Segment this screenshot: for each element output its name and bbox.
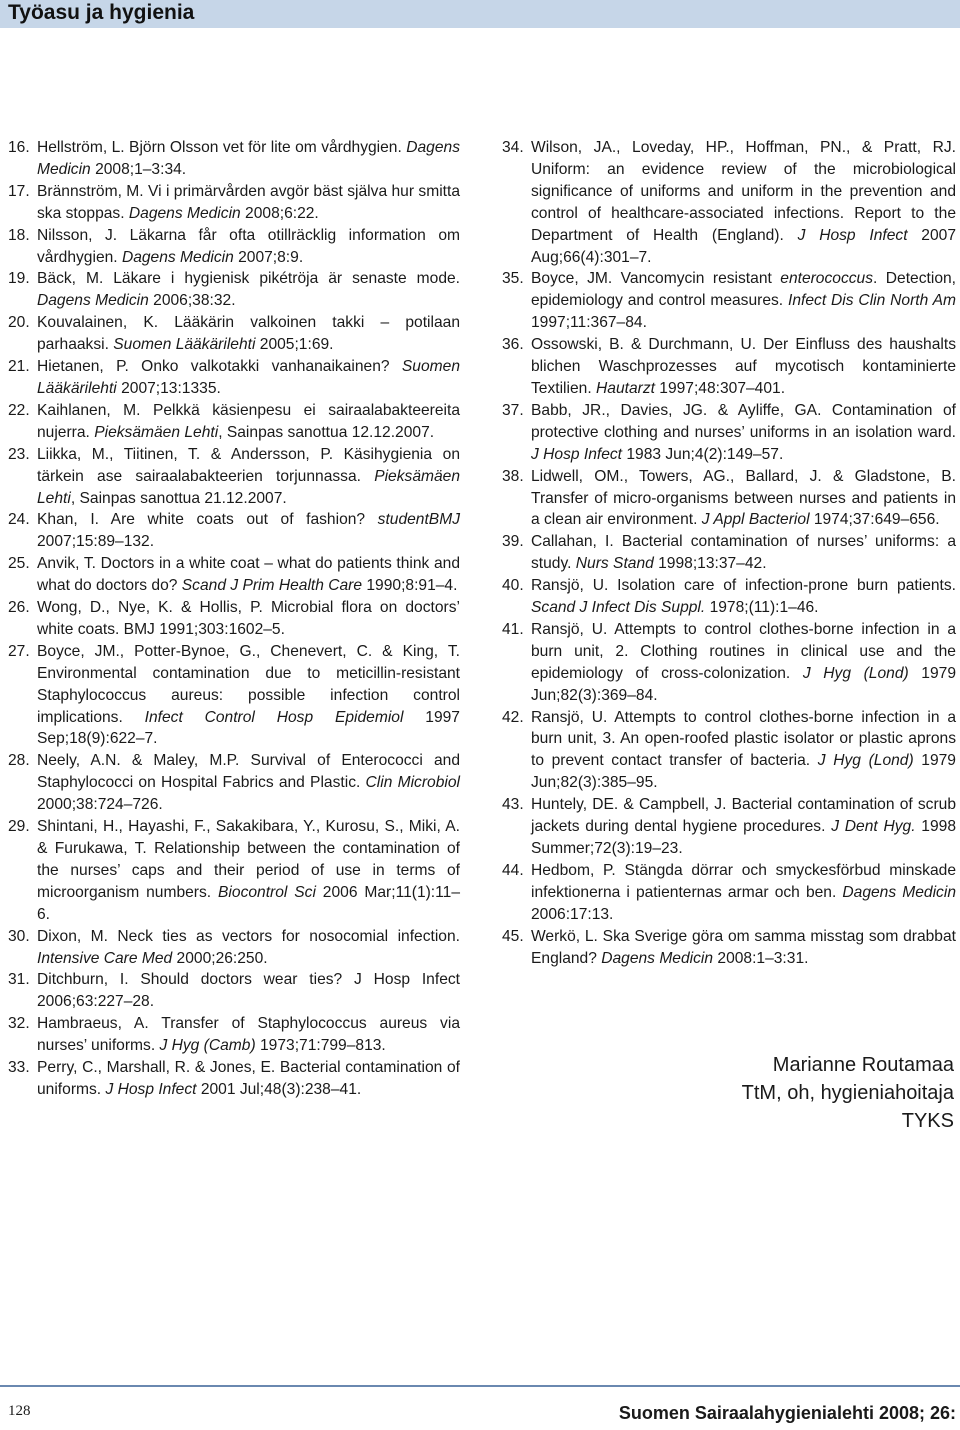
reference-text: 1974;37:649–656. [809, 511, 940, 529]
reference-text: 2008:1–3:31. [713, 949, 809, 967]
reference-text: Liikka, M., Tiitinen, T. & Andersson, P. Käsihygienia on tärkein ase sairaalabakteerien torjunnassa. [37, 445, 460, 485]
reference-source: Infect Control Hosp Epidemiol [144, 708, 404, 726]
reference-text: Wong, D., Nye, K. & Hollis, P. Microbial flora on doctors’ white coats. BMJ 1991;303:1602–5. [37, 599, 460, 638]
author-name: Marianne Routamaa [772, 1054, 954, 1076]
reference-source: J Hyg (Lond) [817, 752, 914, 770]
reference-text: 1979 Jun;82(3):385–95. [531, 752, 956, 792]
reference-text: 2005;1:69. [255, 336, 334, 354]
reference-source: Dagens Medicin [121, 248, 234, 266]
reference-source: Nurs Stand [575, 555, 654, 573]
reference-source: J Hosp Infect [105, 1080, 197, 1098]
reference-item [8, 926, 460, 970]
reference-item [8, 356, 460, 400]
reference-number: 32. [8, 1015, 30, 1033]
reference-text: Hellström, L. Björn Olsson vet för lite om vårdhygien. [37, 139, 407, 156]
reference-text: Boyce, JM. Vancomycin resistant [531, 270, 781, 288]
reference-text: , Sainpas sanottua 12.12.2007. [218, 423, 435, 441]
references-right-column [502, 137, 956, 969]
reference-number: 30. [8, 927, 30, 945]
reference-text: Perry, C., Marshall, R. & Jones, E. Bacterial contamination of uniforms. [37, 1059, 460, 1098]
reference-text: Boyce, JM., Potter-Bynoe, G., Chenevert, C. & King, T. Environmental contamination due to meticillin-resistant Staphylococcus aureus: possible infection control implications. [37, 642, 460, 726]
reference-item [8, 444, 460, 510]
reference-source: Suomen Lääkärilehti [113, 336, 256, 354]
reference-item [502, 860, 956, 926]
reference-number: 44. [502, 861, 524, 879]
reference-source: Dagens Medicin [601, 949, 714, 967]
reference-text: Bäck, M. Läkare i hygienisk pikétröja är senaste mode. [37, 270, 460, 288]
reference-item [502, 794, 956, 860]
reference-item [8, 400, 460, 444]
reference-number: 40. [502, 577, 524, 595]
reference-item [502, 334, 956, 400]
reference-text: Hedbom, P. Stängda dörrar och smyckesförbud minskade infektionerna i patienternas armar och ben. [531, 861, 956, 901]
reference-source: Infect Dis Clin North Am [788, 292, 956, 310]
reference-text: 1997 Sep;18(9):622–7. [37, 708, 460, 748]
reference-item [8, 268, 460, 312]
reference-text: Callahan, I. Bacterial contamination of nurses’ uniforms: a study. [531, 533, 956, 573]
reference-text: Lidwell, OM., Towers, AG., Ballard, J. & Gladstone, B. Transfer of micro-organisms between nurses and patients in a clean air environment. [531, 467, 956, 529]
reference-text: Khan, I. Are white coats out of fashion? [37, 511, 378, 529]
reference-text: Dixon, M. Neck ties as vectors for nosocomial infection. [37, 927, 460, 945]
reference-text: 2000;38:724–726. [37, 796, 163, 814]
reference-number: 34. [502, 139, 524, 156]
reference-source: Dagens Medicin [37, 292, 149, 310]
reference-item [8, 553, 460, 597]
reference-text: 2006:17:13. [531, 905, 614, 923]
reference-text: 2000;26:250. [172, 949, 268, 967]
reference-text: 1990;8:91–4. [362, 577, 458, 595]
reference-text: Hambraeus, A. Transfer of Staphylococcus aureus via nurses’ uniforms. [37, 1015, 460, 1055]
reference-text: , Sainpas sanottua 21.12.2007. [70, 489, 287, 507]
reference-source: Pieksämäen Lehti [37, 467, 460, 507]
reference-source: Pieksämäen Lehti [94, 423, 219, 441]
reference-item [502, 619, 956, 707]
reference-source: Dagens Medicin [842, 883, 956, 901]
reference-text: . Detection, epidemiology and control measures. [531, 270, 956, 310]
reference-number: 23. [8, 445, 30, 463]
reference-number: 42. [502, 708, 524, 726]
reference-number: 43. [502, 796, 524, 814]
reference-text: 1973;71:799–813. [255, 1037, 386, 1055]
reference-item [8, 969, 460, 1013]
reference-text: Kouvalainen, K. Lääkärin valkoinen takki – potilaan parhaaksi. [37, 314, 460, 354]
reference-text: 1997;48:307–401. [654, 379, 786, 397]
references-left-column [8, 137, 460, 1101]
reference-text: Ransjö, U. Attempts to control clothes-borne infection in a burn unit, 3. An open-roofed plastic isolator or plastic aprons to prevent contact transfer of bacteria. [531, 708, 956, 770]
reference-text: Werkö, L. Ska Sverige göra om samma misstag som drabbat England? [531, 927, 956, 967]
author-title: TtM, oh, hygieniahoitaja [741, 1082, 954, 1104]
reference-text: Hietanen, P. Onko valkotakki vanhanaikainen? [37, 358, 402, 376]
reference-text: 1978;(11):1–46. [705, 599, 819, 617]
reference-text: Neely, A.N. & Maley, M.P. Survival of Enterococci and Staphylococci on Hospital Fabrics and Plastic. [37, 752, 460, 792]
journal-name: Suomen Sairaalahygienialehti 2008; 26: [618, 1403, 956, 1423]
author-affiliation: TYKS [901, 1110, 954, 1132]
reference-text: 2006;38:32. [148, 292, 236, 310]
reference-text: 2007;13:1335. [116, 379, 221, 397]
reference-number: 28. [8, 752, 30, 770]
reference-number: 33. [8, 1059, 30, 1077]
reference-text: Shintani, H., Hayashi, F., Sakakibara, Y., Kurosu, S., Miki, A. & Furukawa, T. Relationship between the contamination of the nurses’ caps and their period of use in terms of microorganism numbers. [37, 818, 460, 901]
reference-item [8, 597, 460, 641]
reference-item [502, 466, 956, 532]
reference-number: 38. [502, 467, 524, 485]
reference-text: Anvik, T. Doctors in a white coat – what do patients think and what do doctors do? [37, 555, 460, 595]
page-number: 128 [8, 1403, 31, 1419]
reference-source: studentBMJ [377, 511, 460, 529]
reference-item [8, 181, 460, 225]
reference-text: Babb, JR., Davies, JG. & Ayliffe, GA. Contamination of protective clothing and nurses’ uniforms in an isolation ward. [531, 401, 956, 441]
reference-source: J Dent Hyg. [831, 818, 916, 836]
reference-source: J Hosp Infect [531, 445, 623, 463]
reference-text: 2008;1–3:34. [90, 160, 187, 178]
reference-text: Ransjö, U. Isolation care of infection-prone burn patients. [531, 577, 956, 595]
reference-number: 20. [8, 314, 30, 332]
reference-item [8, 750, 460, 816]
reference-number: 45. [502, 927, 524, 945]
reference-number: 17. [8, 182, 30, 200]
reference-source: J Appl Bacteriol [701, 511, 810, 529]
reference-item [502, 400, 956, 466]
reference-item [8, 137, 460, 181]
reference-number: 25. [8, 555, 30, 573]
reference-number: 37. [502, 401, 524, 419]
reference-text: 2007;15:89–132. [37, 533, 155, 551]
reference-item [502, 531, 956, 575]
reference-text: Brännström, M. Vi i primärvården avgör bäst själva hur smitta ska stoppas. [37, 182, 460, 222]
reference-source: enterococcus [780, 270, 874, 288]
reference-text: 2006 Mar;11(1):11–6. [37, 883, 461, 923]
footer-rule [0, 1385, 960, 1387]
reference-number: 26. [8, 599, 30, 617]
reference-item [8, 816, 460, 926]
reference-text: 1983 Jun;4(2):149–57. [622, 445, 784, 463]
reference-item [8, 225, 460, 269]
page-title: Työasu ja hygienia [8, 1, 195, 24]
reference-number: 21. [8, 358, 30, 376]
reference-source: Clin Microbiol [365, 774, 460, 792]
reference-item [8, 1057, 460, 1101]
reference-number: 22. [8, 401, 30, 419]
reference-source: Scand J Prim Health Care [181, 577, 363, 595]
reference-text: 1997;11:367–84. [531, 314, 647, 332]
reference-source: Suomen Lääkärilehti [37, 358, 460, 397]
reference-text: Huntely, DE. & Campbell, J. Bacterial contamination of scrub jackets during dental hygiene procedures. [531, 796, 956, 836]
reference-item [8, 509, 460, 553]
header-bar [0, 0, 960, 28]
author-signature [742, 1051, 954, 1135]
reference-text: Nilsson, J. Läkarna får ofta otillräcklig information om vårdhygien. [37, 226, 460, 266]
reference-text: Ransjö, U. Attempts to control clothes-borne infection in a burn unit, 2. Clothing routines in clinical use and the epidemiology of cross-colonization. [531, 620, 956, 682]
reference-number: 27. [8, 642, 30, 660]
reference-text: 2007 Aug;66(4):301–7. [531, 226, 957, 266]
reference-text: 1998 Summer;72(3):19–23. [531, 818, 956, 857]
reference-text: 2001 Jul;48(3):238–41. [196, 1080, 362, 1098]
reference-number: 18. [8, 226, 30, 244]
reference-source: Scand J Infect Dis Suppl. [531, 599, 706, 617]
reference-source: Hautarzt [596, 379, 655, 397]
reference-number: 24. [8, 511, 30, 529]
reference-source: Dagens Medicin [37, 139, 460, 178]
reference-item [8, 312, 460, 356]
reference-number: 35. [502, 270, 524, 288]
reference-text: Ossowski, B. & Durchmann, U. Der Einfluss des haushalts blichen Waschprozesses auf mycotisch kontaminierte Textilien. [531, 336, 956, 397]
reference-text: 1979 Jun;82(3):369–84. [531, 664, 956, 704]
reference-source: Dagens Medicin [128, 204, 241, 222]
reference-number: 39. [502, 533, 524, 551]
reference-text: Ditchburn, I. Should doctors wear ties? J Hosp Infect 2006;63:227–28. [37, 971, 460, 1011]
reference-number: 36. [502, 336, 524, 354]
reference-number: 19. [8, 270, 30, 288]
reference-text: Kaihlanen, M. Pelkkä käsienpesu ei sairaalabakteereita nujerra. [37, 401, 460, 441]
reference-source: Biocontrol Sci [218, 883, 316, 901]
reference-item [8, 641, 460, 751]
reference-item [502, 707, 956, 795]
reference-text: 2007;8:9. [233, 248, 304, 266]
reference-text: Wilson, JA., Loveday, HP., Hoffman, PN., & Pratt, RJ. Uniform: an evidence review of the microbiological significance of uniforms and uniform in the prevention and control of healthcare-associated infections. Report to the Department of Health (England). [531, 139, 956, 244]
reference-number: 31. [8, 971, 30, 989]
reference-item [502, 137, 956, 268]
reference-source: J Hyg (Lond) [802, 664, 909, 682]
reference-item [502, 268, 956, 334]
reference-source: Intensive Care Med [37, 949, 173, 967]
reference-number: 29. [8, 818, 30, 836]
reference-item [8, 1013, 460, 1057]
reference-text: 2008;6:22. [240, 204, 319, 222]
reference-number: 16. [8, 139, 30, 156]
reference-source: J Hyg (Camb) [159, 1037, 256, 1055]
reference-number: 41. [502, 620, 524, 638]
reference-source: J Hosp Infect [797, 226, 908, 244]
reference-item [502, 926, 956, 970]
reference-text: 1998;13:37–42. [653, 555, 767, 573]
reference-item [502, 575, 956, 619]
